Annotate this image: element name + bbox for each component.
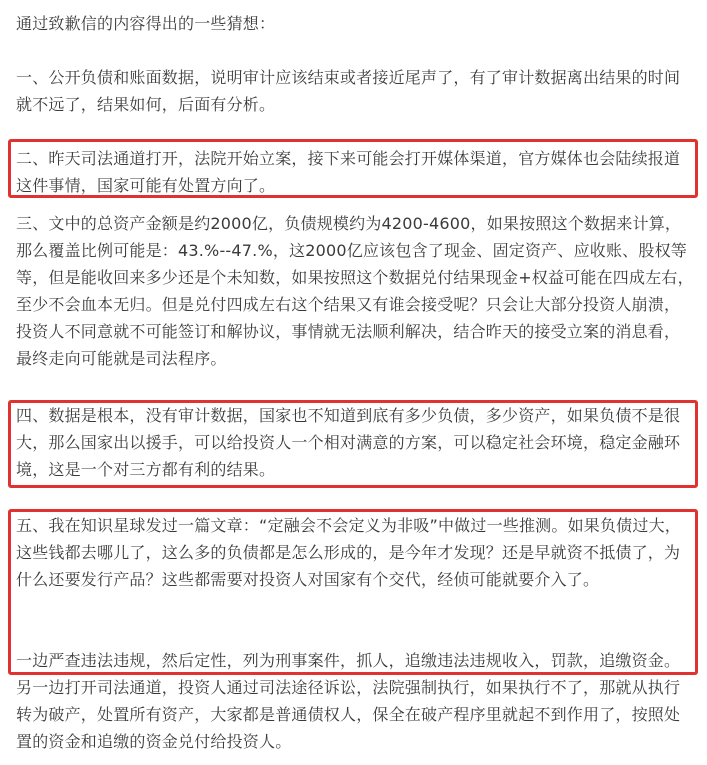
point-two: 二、昨天司法通道打开，法院开始立案，接下来可能会打开媒体渠道，官方媒体也会陆续报道这件事情，国家可能有处置方向了。 bbox=[16, 149, 681, 195]
intro-line: 通过致歉信的内容得出的一些猜想： bbox=[16, 14, 276, 33]
point-one: 一、公开负债和账面数据，说明审计应该结束或者接近尾声了，有了审计数据离出结果的时间就不远了，结果如何，后面有分析。 bbox=[16, 68, 681, 114]
point-four: 四、数据是根本，没有审计数据，国家也不知道到底有多少负债，多少资产，如果负债不是很大，那么国家出以援手，可以给投资人一个相对满意的方案，可以稳定社会环境，稳定金融环境，这是一个对三方都有利的结果。 bbox=[16, 406, 681, 479]
point-three: 三、文中的总资产金额是约2000亿，负债规模约为4200-4600，如果按照这个数据来计算，那么覆盖比例可能是：43.%--47.%，这2000亿应该包含了现金、固定资产、应收账、股权等等，但是能收回来多少还是个未知数，如果按照这个数据兑付结果现金+权益可能在四成左右，至少不会血本无归。但是兑付四成左右这个结果又有谁会接受呢？只会让大部分投资人崩溃，投资人不同意就不可能签订和解协议，事情就无法顺利解决，结合昨天的接受立案的消息看，最终走向可能就是司法程序。 bbox=[16, 214, 694, 368]
point-six: 一边严查违法违规，然后定性，列为刑事案件，抓人，追缴违法违规收入，罚款，追缴资金。另一边打开司法通道，投资人通过司法途径诉讼，法院强制执行，如果执行不了，那就从执行转为破产，处置所有资产，大家都是普通债权人，保全在破产程序里就起不到作用了，按照处置的资金和追缴的资金兑付给投资人。 bbox=[16, 651, 681, 751]
point-five: 五、我在知识星球发过一篇文章：“定融会不会定义为非吸”中做过一些推测。如果负债过大，这些钱都去哪儿了，这么多的负债都是怎么形成的，是今年才发现？还是早就资不抵债了，为什么还要发行产品？这些都需要对投资人对国家有个交代，经侦可能就要介入了。 bbox=[16, 516, 681, 589]
